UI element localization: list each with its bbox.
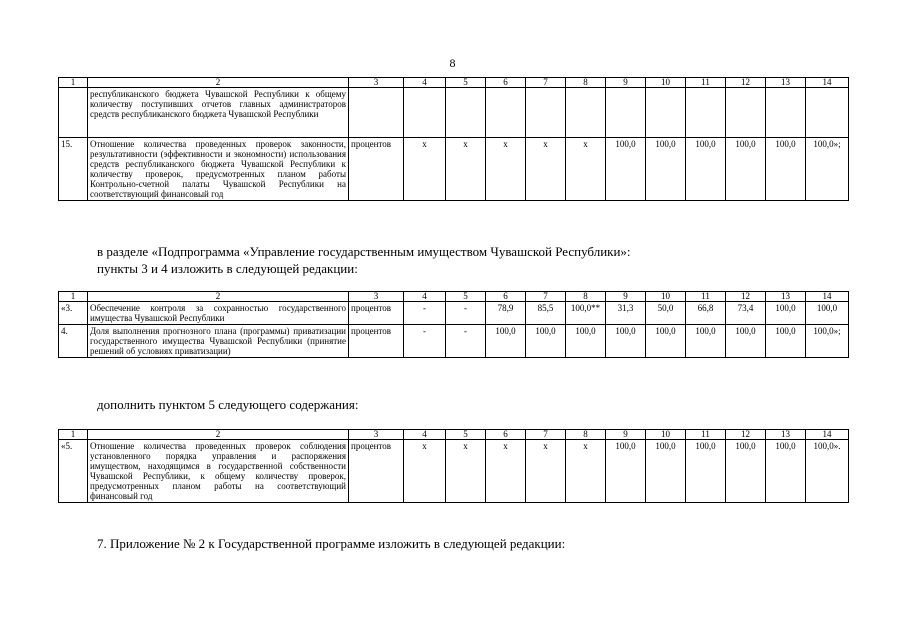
indicator-table-3	[58, 429, 849, 503]
column-number: 6	[486, 292, 526, 302]
column-number: 3	[349, 430, 404, 440]
indicator-text: Доля выполнения прогнозного плана (программы) приватизации государственного имущества Чувашской Республики (принятие решений об условиях приватизации)	[88, 325, 349, 358]
column-number: 14	[806, 78, 849, 88]
value-cell: 85,5	[526, 302, 566, 325]
table-row	[59, 302, 849, 325]
value-cell: 100,0	[566, 325, 606, 358]
indicator-text: Отношение количества проведенных проверок законности, результативности (эффективности и экономности) использования средств республиканского бюджета Чувашской Республики к количеству проверок, предусмотренных планом работы Контрольно-счетной палаты Чувашской Республики на соответствующий финансовый год	[88, 138, 349, 201]
column-number: 2	[88, 292, 349, 302]
indicator-table-2	[58, 291, 849, 358]
column-number-row	[59, 78, 849, 88]
column-number: 6	[486, 430, 526, 440]
column-number: 11	[686, 292, 726, 302]
value-cell: 100,0»;	[806, 325, 849, 358]
column-number: 3	[349, 78, 404, 88]
section-paragraph: дополнить пунктом 5 следующего содержания:	[97, 397, 359, 412]
column-number: 11	[686, 430, 726, 440]
page-number: 8	[449, 56, 456, 70]
value-cell: 78,9	[486, 302, 526, 325]
column-number: 13	[766, 292, 806, 302]
column-number: 8	[566, 78, 606, 88]
value-cell: 100,0**	[566, 302, 606, 325]
value-cell: 100,0	[686, 138, 726, 201]
value-cell: 100,0	[686, 325, 726, 358]
column-number: 13	[766, 430, 806, 440]
value-cell: 100,0	[646, 325, 686, 358]
row-number: 4.	[59, 325, 88, 358]
value-cell: 100,0	[766, 138, 806, 201]
value-cell: -	[404, 302, 446, 325]
column-number: 10	[646, 78, 686, 88]
column-number: 1	[59, 430, 88, 440]
value-cell: 100,0	[606, 440, 646, 503]
value-cell: 100,0»;	[806, 138, 849, 201]
value-cell: x	[446, 440, 486, 503]
value-cell: 100,0	[766, 325, 806, 358]
column-number: 5	[446, 78, 486, 88]
unit-cell: процентов	[349, 302, 404, 325]
value-cell: x	[566, 138, 606, 201]
value-cell: x	[526, 138, 566, 201]
value-cell: 100,0	[686, 440, 726, 503]
table-row	[59, 138, 849, 201]
value-cell: x	[446, 138, 486, 201]
value-cell: x	[486, 440, 526, 503]
value-cell: x	[404, 138, 446, 201]
unit-cell: процентов	[349, 138, 404, 201]
indicator-text: Обеспечение контроля за сохранностью государственного имущества Чувашской Республики	[88, 302, 349, 325]
value-cell: x	[404, 440, 446, 503]
column-number: 7	[526, 78, 566, 88]
column-number: 13	[766, 78, 806, 88]
indicator-text: республиканского бюджета Чувашской Республики к общему количеству поступивших отчетов главных администраторов средств республиканского бюджета Чувашской Республики	[88, 88, 349, 138]
column-number: 4	[404, 292, 446, 302]
column-number-row	[59, 430, 849, 440]
column-number: 2	[88, 78, 349, 88]
value-cell: 100,0	[646, 440, 686, 503]
column-number: 14	[806, 430, 849, 440]
unit-cell: процентов	[349, 325, 404, 358]
column-number: 6	[486, 78, 526, 88]
column-number: 9	[606, 292, 646, 302]
column-number: 12	[726, 292, 766, 302]
indicator-text: Отношение количества проведенных проверок соблюдения установленного порядка управления и распоряжения имуществом, находящимся в государственной собственности Чувашской Республики, к общему количеству проверок, предусмотренных планом работы на соответствующий финансовый год	[88, 440, 349, 503]
value-cell: 100,0	[726, 440, 766, 503]
value-cell: x	[486, 138, 526, 201]
column-number: 10	[646, 292, 686, 302]
value-cell: 100,0	[726, 138, 766, 201]
row-number: 15.	[59, 138, 88, 201]
table-row-continuation	[59, 88, 849, 138]
column-number: 8	[566, 430, 606, 440]
value-cell: 66,8	[686, 302, 726, 325]
table-row	[59, 325, 849, 358]
value-cell: -	[446, 325, 486, 358]
column-number: 8	[566, 292, 606, 302]
value-cell: 100,0	[766, 440, 806, 503]
indicator-table-1	[58, 77, 849, 201]
value-cell: x	[526, 440, 566, 503]
column-number: 10	[646, 430, 686, 440]
value-cell: x	[566, 440, 606, 503]
value-cell: -	[404, 325, 446, 358]
value-cell: 100,0	[606, 325, 646, 358]
value-cell: -	[446, 302, 486, 325]
column-number: 11	[686, 78, 726, 88]
value-cell: 100,0	[526, 325, 566, 358]
column-number: 5	[446, 430, 486, 440]
column-number: 4	[404, 78, 446, 88]
column-number: 5	[446, 292, 486, 302]
value-cell: 50,0	[646, 302, 686, 325]
value-cell: 100,0	[766, 302, 806, 325]
column-number: 9	[606, 430, 646, 440]
cell-empty	[349, 88, 404, 138]
value-cell: 100,0	[806, 302, 849, 325]
column-number: 1	[59, 78, 88, 88]
section-paragraph: пункты 3 и 4 изложить в следующей редакции:	[97, 261, 358, 276]
section-paragraph: 7. Приложение № 2 к Государственной программе изложить в следующей редакции:	[97, 536, 566, 551]
column-number: 2	[88, 430, 349, 440]
section-paragraph: в разделе «Подпрограмма «Управление государственным имуществом Чувашской Республики»:	[97, 244, 631, 259]
column-number: 12	[726, 78, 766, 88]
column-number: 3	[349, 292, 404, 302]
column-number: 1	[59, 292, 88, 302]
column-number: 7	[526, 292, 566, 302]
unit-cell: процентов	[349, 440, 404, 503]
column-number: 12	[726, 430, 766, 440]
value-cell: 31,3	[606, 302, 646, 325]
value-cell: 100,0	[646, 138, 686, 201]
table-row	[59, 440, 849, 503]
row-number: «3.	[59, 302, 88, 325]
column-number-row	[59, 292, 849, 302]
row-number: «5.	[59, 440, 88, 503]
cell-empty	[59, 88, 88, 138]
value-cell: 100,0	[486, 325, 526, 358]
value-cell: 73,4	[726, 302, 766, 325]
value-cell: 100,0	[606, 138, 646, 201]
column-number: 14	[806, 292, 849, 302]
column-number: 7	[526, 430, 566, 440]
column-number: 9	[606, 78, 646, 88]
value-cell: 100,0	[726, 325, 766, 358]
value-cell: 100,0».	[806, 440, 849, 503]
column-number: 4	[404, 430, 446, 440]
